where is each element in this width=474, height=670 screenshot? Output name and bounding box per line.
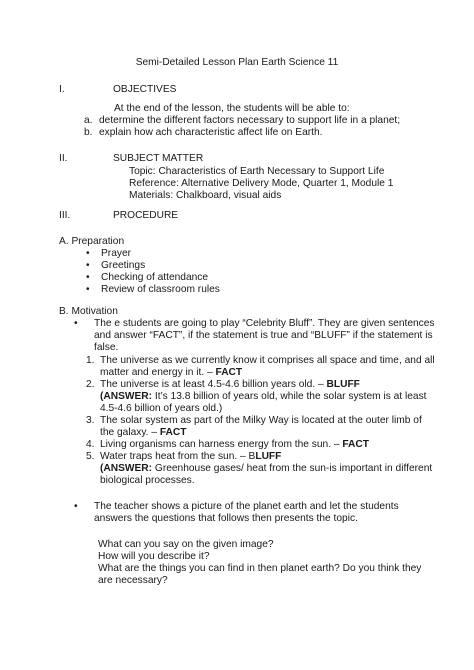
section-procedure-heading bbox=[59, 210, 178, 222]
teacher-instruction-line: answers the questions that follows then presents the topic. bbox=[94, 513, 358, 524]
subject-materials: Materials: Chalkboard, visual aids bbox=[129, 190, 282, 201]
statement-number: 4. bbox=[86, 439, 95, 450]
question-line: What can you say on the given image? bbox=[98, 539, 274, 550]
list-item: • Checking of attendance bbox=[86, 272, 209, 283]
section-number: III. bbox=[59, 210, 71, 221]
statement-text: The solar system as part of the Milky Way is located at the outer limb of bbox=[100, 415, 422, 426]
objective-label: b. bbox=[84, 127, 93, 138]
teacher-instruction-line: The teacher shows a picture of the planet earth and let the students bbox=[94, 501, 399, 512]
bullet-icon: • bbox=[74, 501, 78, 512]
bullet-icon: • bbox=[86, 248, 90, 259]
statement-answer: FACT bbox=[215, 367, 243, 378]
list-item: • Review of classroom rules bbox=[86, 284, 220, 295]
statement-text: Water traps heat from the sun. – BLUFF bbox=[100, 451, 282, 462]
question-line: How will you describe it? bbox=[98, 551, 210, 562]
section-heading: PROCEDURE bbox=[113, 210, 179, 221]
statement-number: 1. bbox=[86, 355, 95, 366]
objective-label: a. bbox=[84, 115, 93, 126]
motivation-intro-line: false. bbox=[94, 342, 119, 353]
section-number: II. bbox=[59, 153, 68, 164]
section-heading: SUBJECT MATTER bbox=[113, 153, 204, 164]
bullet-icon: • bbox=[86, 272, 90, 283]
objective-text: explain how ach characteristic affect life on Earth. bbox=[99, 127, 323, 138]
subject-reference: Reference: Alternative Delivery Mode, Quarter 1, Module 1 bbox=[129, 178, 394, 189]
statement-answer: FACT bbox=[342, 439, 369, 450]
preparation-label: A. Preparation bbox=[59, 236, 125, 247]
motivation-intro-line: The e students are going to play “Celebrity Bluff”. They are given sentences bbox=[94, 318, 435, 329]
statement-answer: LUFF bbox=[255, 451, 282, 462]
statement-text: The universe is at least 4.5-4.6 billion years old. – BLUFF bbox=[100, 379, 360, 390]
answer-explanation: 4.5-4.6 billion of years old.) bbox=[100, 403, 223, 414]
statement-text: the galaxy. – FACT bbox=[100, 427, 187, 438]
bullet-icon: • bbox=[86, 260, 90, 271]
preparation-list bbox=[86, 248, 220, 296]
answer-explanation: (ANSWER: Greenhouse gases/ heat from the sun-is important in different bbox=[100, 463, 433, 474]
list-item: • Prayer bbox=[86, 248, 132, 259]
objective-item bbox=[84, 127, 323, 139]
statement-number: 3. bbox=[86, 415, 95, 426]
section-subject-matter-heading bbox=[59, 153, 203, 165]
section-number: I. bbox=[59, 84, 65, 95]
statement-number: 5. bbox=[86, 451, 95, 462]
bullet-icon: • bbox=[86, 284, 90, 295]
subject-topic: Topic: Characteristics of Earth Necessary to Support Life bbox=[129, 166, 385, 177]
statement-text: matter and energy in it. – FACT bbox=[100, 367, 243, 378]
answer-explanation: biological processes. bbox=[100, 475, 195, 486]
section-heading: OBJECTIVES bbox=[113, 84, 177, 95]
statement-text: The universe as we currently know it comprises all space and time, and all bbox=[100, 355, 435, 366]
section-objectives-heading bbox=[59, 84, 176, 96]
answer-explanation: (ANSWER: It’s 13.8 billion of years old, while the solar system is at least bbox=[100, 391, 427, 402]
motivation-intro-line: and answer “FACT”, if the statement is true and “BLUFF” if the statement is bbox=[94, 330, 433, 341]
objective-item bbox=[84, 115, 400, 127]
statement-answer: BLUFF bbox=[326, 379, 360, 390]
list-item: • Greetings bbox=[86, 260, 146, 271]
statement-text: Living organisms can harness energy from the sun. – FACT bbox=[100, 439, 369, 450]
objective-text: determine the different factors necessary to support life in a planet; bbox=[99, 115, 401, 126]
question-line: What are the things you can find in then planet earth? Do you think they bbox=[98, 563, 422, 574]
objectives-intro: At the end of the lesson, the students will be able to: bbox=[114, 103, 350, 114]
page-title: Semi-Detailed Lesson Plan Earth Science 11 bbox=[135, 57, 339, 68]
statement-number: 2. bbox=[86, 379, 95, 390]
statement-answer: FACT bbox=[159, 427, 187, 438]
question-line: are necessary? bbox=[98, 575, 168, 586]
bullet-icon: • bbox=[74, 318, 78, 329]
motivation-label: B. Motivation bbox=[59, 306, 118, 317]
